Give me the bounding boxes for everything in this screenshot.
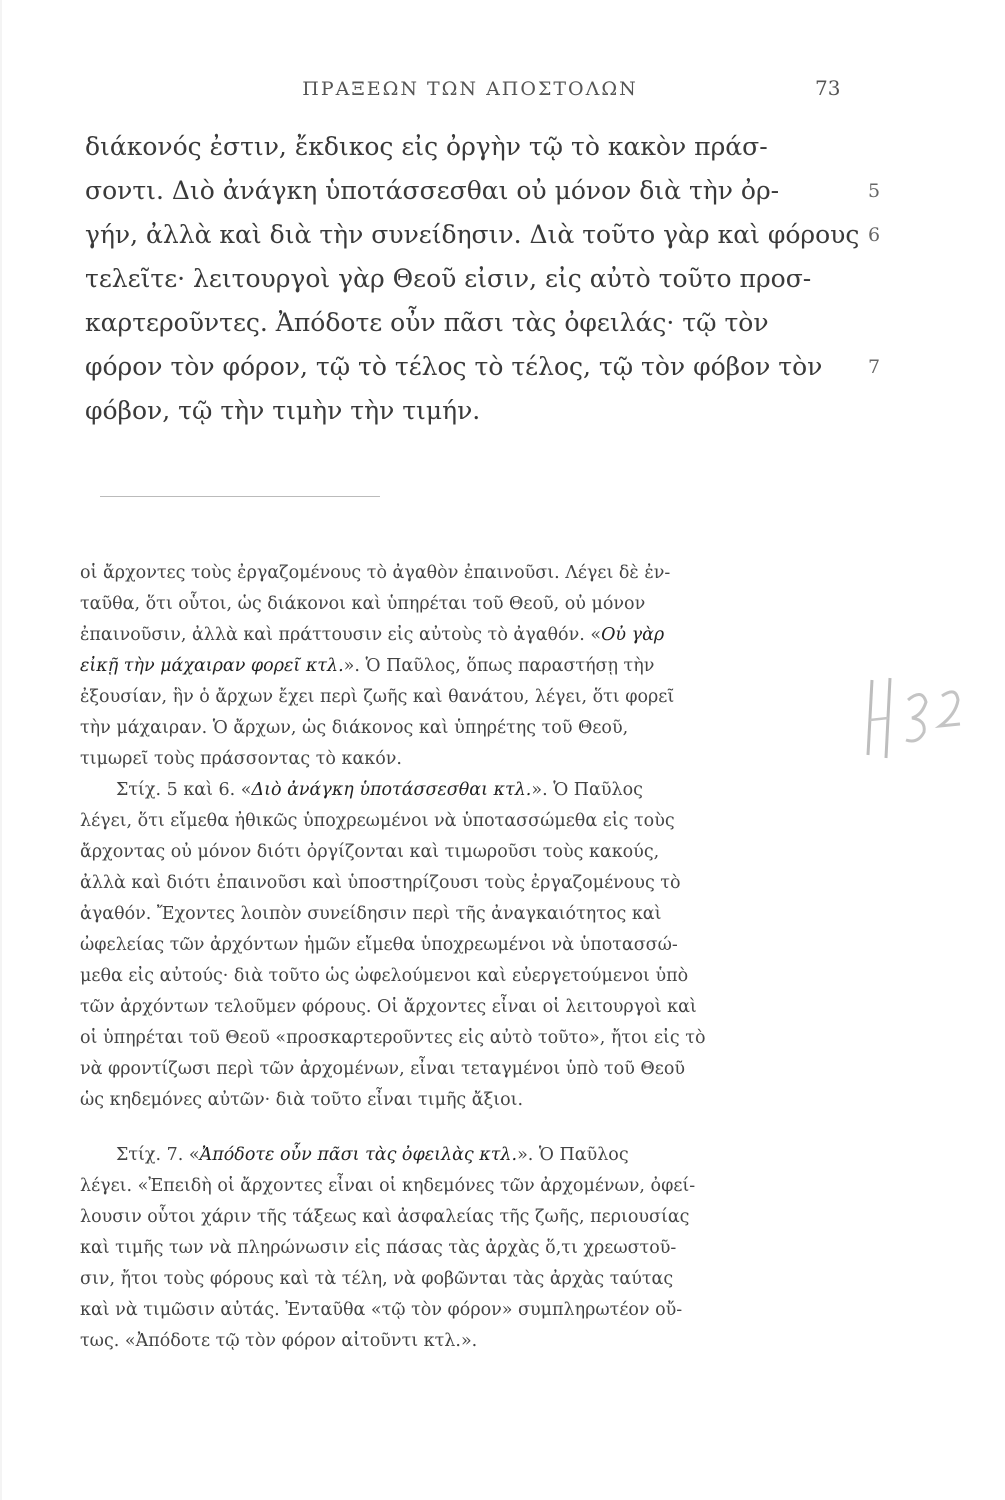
commentary-line: ἄρχοντας οὐ μόνον διότι ὀργίζονται καὶ τιμωροῦσι τοὺς κακούς,: [80, 842, 660, 862]
commentary-line: τὴν μάχαιραν. Ὁ ἄρχων, ὡς διάκονος καὶ ὑπηρέτης τοῦ Θεοῦ,: [80, 718, 629, 738]
commentary-line: ἐξουσίαν, ἣν ὁ ἄρχων ἔχει περὶ ζωῆς καὶ θανάτου, λέγει, ὅτι φορεῖ: [80, 687, 675, 707]
scripture-line: φόρον τὸν φόρον, τῷ τὸ τέλος τὸ τέλος, τῷ τὸν φόβον τὸν: [85, 352, 823, 381]
scripture-line: καρτεροῦντες. Ἀπόδοτε οὖν πᾶσι τὰς ὀφειλάς· τῷ τὸν: [85, 308, 769, 337]
scripture-line: σοντι. Διὸ ἀνάγκη ὑποτάσσεσθαι οὐ μόνον διὰ τὴν ὀρ-: [85, 176, 780, 205]
commentary-line: νὰ φροντίζωσι περὶ τῶν ἀρχομένων, εἶναι τεταγμένοι ὑπὸ τοῦ Θεοῦ: [80, 1059, 685, 1079]
commentary-line: καὶ νὰ τιμῶσιν αὐτάς. Ἐνταῦθα «τῷ τὸν φόρον» συμπληρωτέον οὔ-: [80, 1300, 683, 1320]
commentary-line: Στίχ. 7. «Ἀπόδοτε οὖν πᾶσι τὰς ὀφειλὰς κτλ.». Ὁ Παῦλος: [116, 1145, 629, 1165]
commentary-line: ὡς κηδεμόνες αὐτῶν· διὰ τοῦτο εἶναι τιμῆς ἄξιοι.: [80, 1090, 524, 1110]
scripture-line: φόβον, τῷ τὴν τιμὴν τὴν τιμήν.: [85, 396, 481, 425]
scripture-line: τελεῖτε· λειτουργοὶ γὰρ Θεοῦ εἰσιν, εἰς αὐτὸ τοῦτο προσ-: [85, 264, 812, 293]
scripture-line: γήν, ἀλλὰ καὶ διὰ τὴν συνείδησιν. Διὰ τοῦτο γὰρ καὶ φόρους: [85, 220, 860, 249]
verse-number-7: 7: [868, 356, 881, 378]
running-header: ΠΡΑΞΕΩΝ ΤΩΝ ΑΠΟΣΤΟΛΩΝ: [302, 78, 638, 100]
commentary-line: τιμωρεῖ τοὺς πράσσοντας τὸ κακόν.: [80, 749, 402, 769]
commentary-line: λέγει. «Ἐπειδὴ οἱ ἄρχοντες εἶναι οἱ κηδεμόνες τῶν ἀρχομένων, ὀφεί-: [80, 1176, 696, 1196]
commentary-line: τως. «Ἀπόδοτε τῷ τὸν φόρον αἰτοῦντι κτλ.».: [80, 1331, 478, 1351]
commentary-line: οἱ ἄρχοντες τοὺς ἐργαζομένους τὸ ἀγαθὸν ἐπαινοῦσι. Λέγει δὲ ἐν-: [80, 563, 671, 583]
commentary-line: σιν, ἤτοι τοὺς φόρους καὶ τὰ τέλη, νὰ φοβῶνται τὰς ἀρχὰς ταύτας: [80, 1269, 674, 1289]
page-edge: [0, 0, 2, 1500]
verse-number-6: 6: [868, 224, 881, 246]
commentary-line: ταῦθα, ὅτι οὗτοι, ὡς διάκονοι καὶ ὑπηρέται τοῦ Θεοῦ, οὐ μόνον: [80, 594, 646, 614]
commentary-line: Στίχ. 5 καὶ 6. «Διὸ ἀνάγκη ὑποτάσσεσθαι κτλ.». Ὁ Παῦλος: [116, 780, 643, 800]
commentary-line: ὠφελείας τῶν ἀρχόντων ἡμῶν εἴμεθα ὑποχρεωμένοι νὰ ὑποτασσώ-: [80, 935, 678, 955]
commentary-line: καὶ τιμῆς των νὰ πληρώνωσιν εἰς πάσας τὰς ἀρχὰς ὅ,τι χρεωστοῦ-: [80, 1238, 677, 1258]
commentary-line: μεθα εἰς αὐτούς· διὰ τοῦτο ὡς ὠφελούμενοι καὶ εὐεργετούμενοι ὑπὸ: [80, 966, 689, 986]
scripture-line: διάκονός ἐστιν, ἔκδικος εἰς ὀργὴν τῷ τὸ κακὸν πράσ-: [85, 132, 768, 161]
verse-number-5: 5: [868, 180, 881, 202]
commentary-line: εἰκῇ τὴν μάχαιραν φορεῖ κτλ.». Ὁ Παῦλος, ὅπως παραστήσῃ τὴν: [80, 656, 655, 676]
commentary-line: λέγει, ὅτι εἴμεθα ἠθικῶς ὑποχρεωμένοι νὰ ὑποτασσώμεθα εἰς τοὺς: [80, 811, 675, 831]
commentary-line: ἐπαινοῦσιν, ἀλλὰ καὶ πράττουσιν εἰς αὐτοὺς τὸ ἀγαθόν. «Οὐ γὰρ: [80, 625, 665, 645]
section-divider: [100, 496, 380, 497]
commentary-line: ἀγαθόν. Ἔχοντες λοιπὸν συνείδησιν περὶ τῆς ἀναγκαιότητος καὶ: [80, 904, 662, 924]
commentary-line: τῶν ἀρχόντων τελοῦμεν φόρους. Οἱ ἄρχοντες εἶναι οἱ λειτουργοὶ καὶ: [80, 997, 697, 1017]
commentary-line: οἱ ὑπηρέται τοῦ Θεοῦ «προσκαρτεροῦντες εἰς αὐτὸ τοῦτο», ἤτοι εἰς τὸ: [80, 1028, 706, 1048]
page-number: 73: [815, 76, 841, 100]
commentary-line: λουσιν οὗτοι χάριν τῆς τάξεως καὶ ἀσφαλείας τῆς ζωῆς, περιουσίας: [80, 1207, 690, 1227]
pencil-marginalia: [860, 660, 1000, 770]
commentary-line: ἀλλὰ καὶ διότι ἐπαινοῦσι καὶ ὑποστηρίζουσι τοὺς ἐργαζομένους τὸ: [80, 873, 681, 893]
